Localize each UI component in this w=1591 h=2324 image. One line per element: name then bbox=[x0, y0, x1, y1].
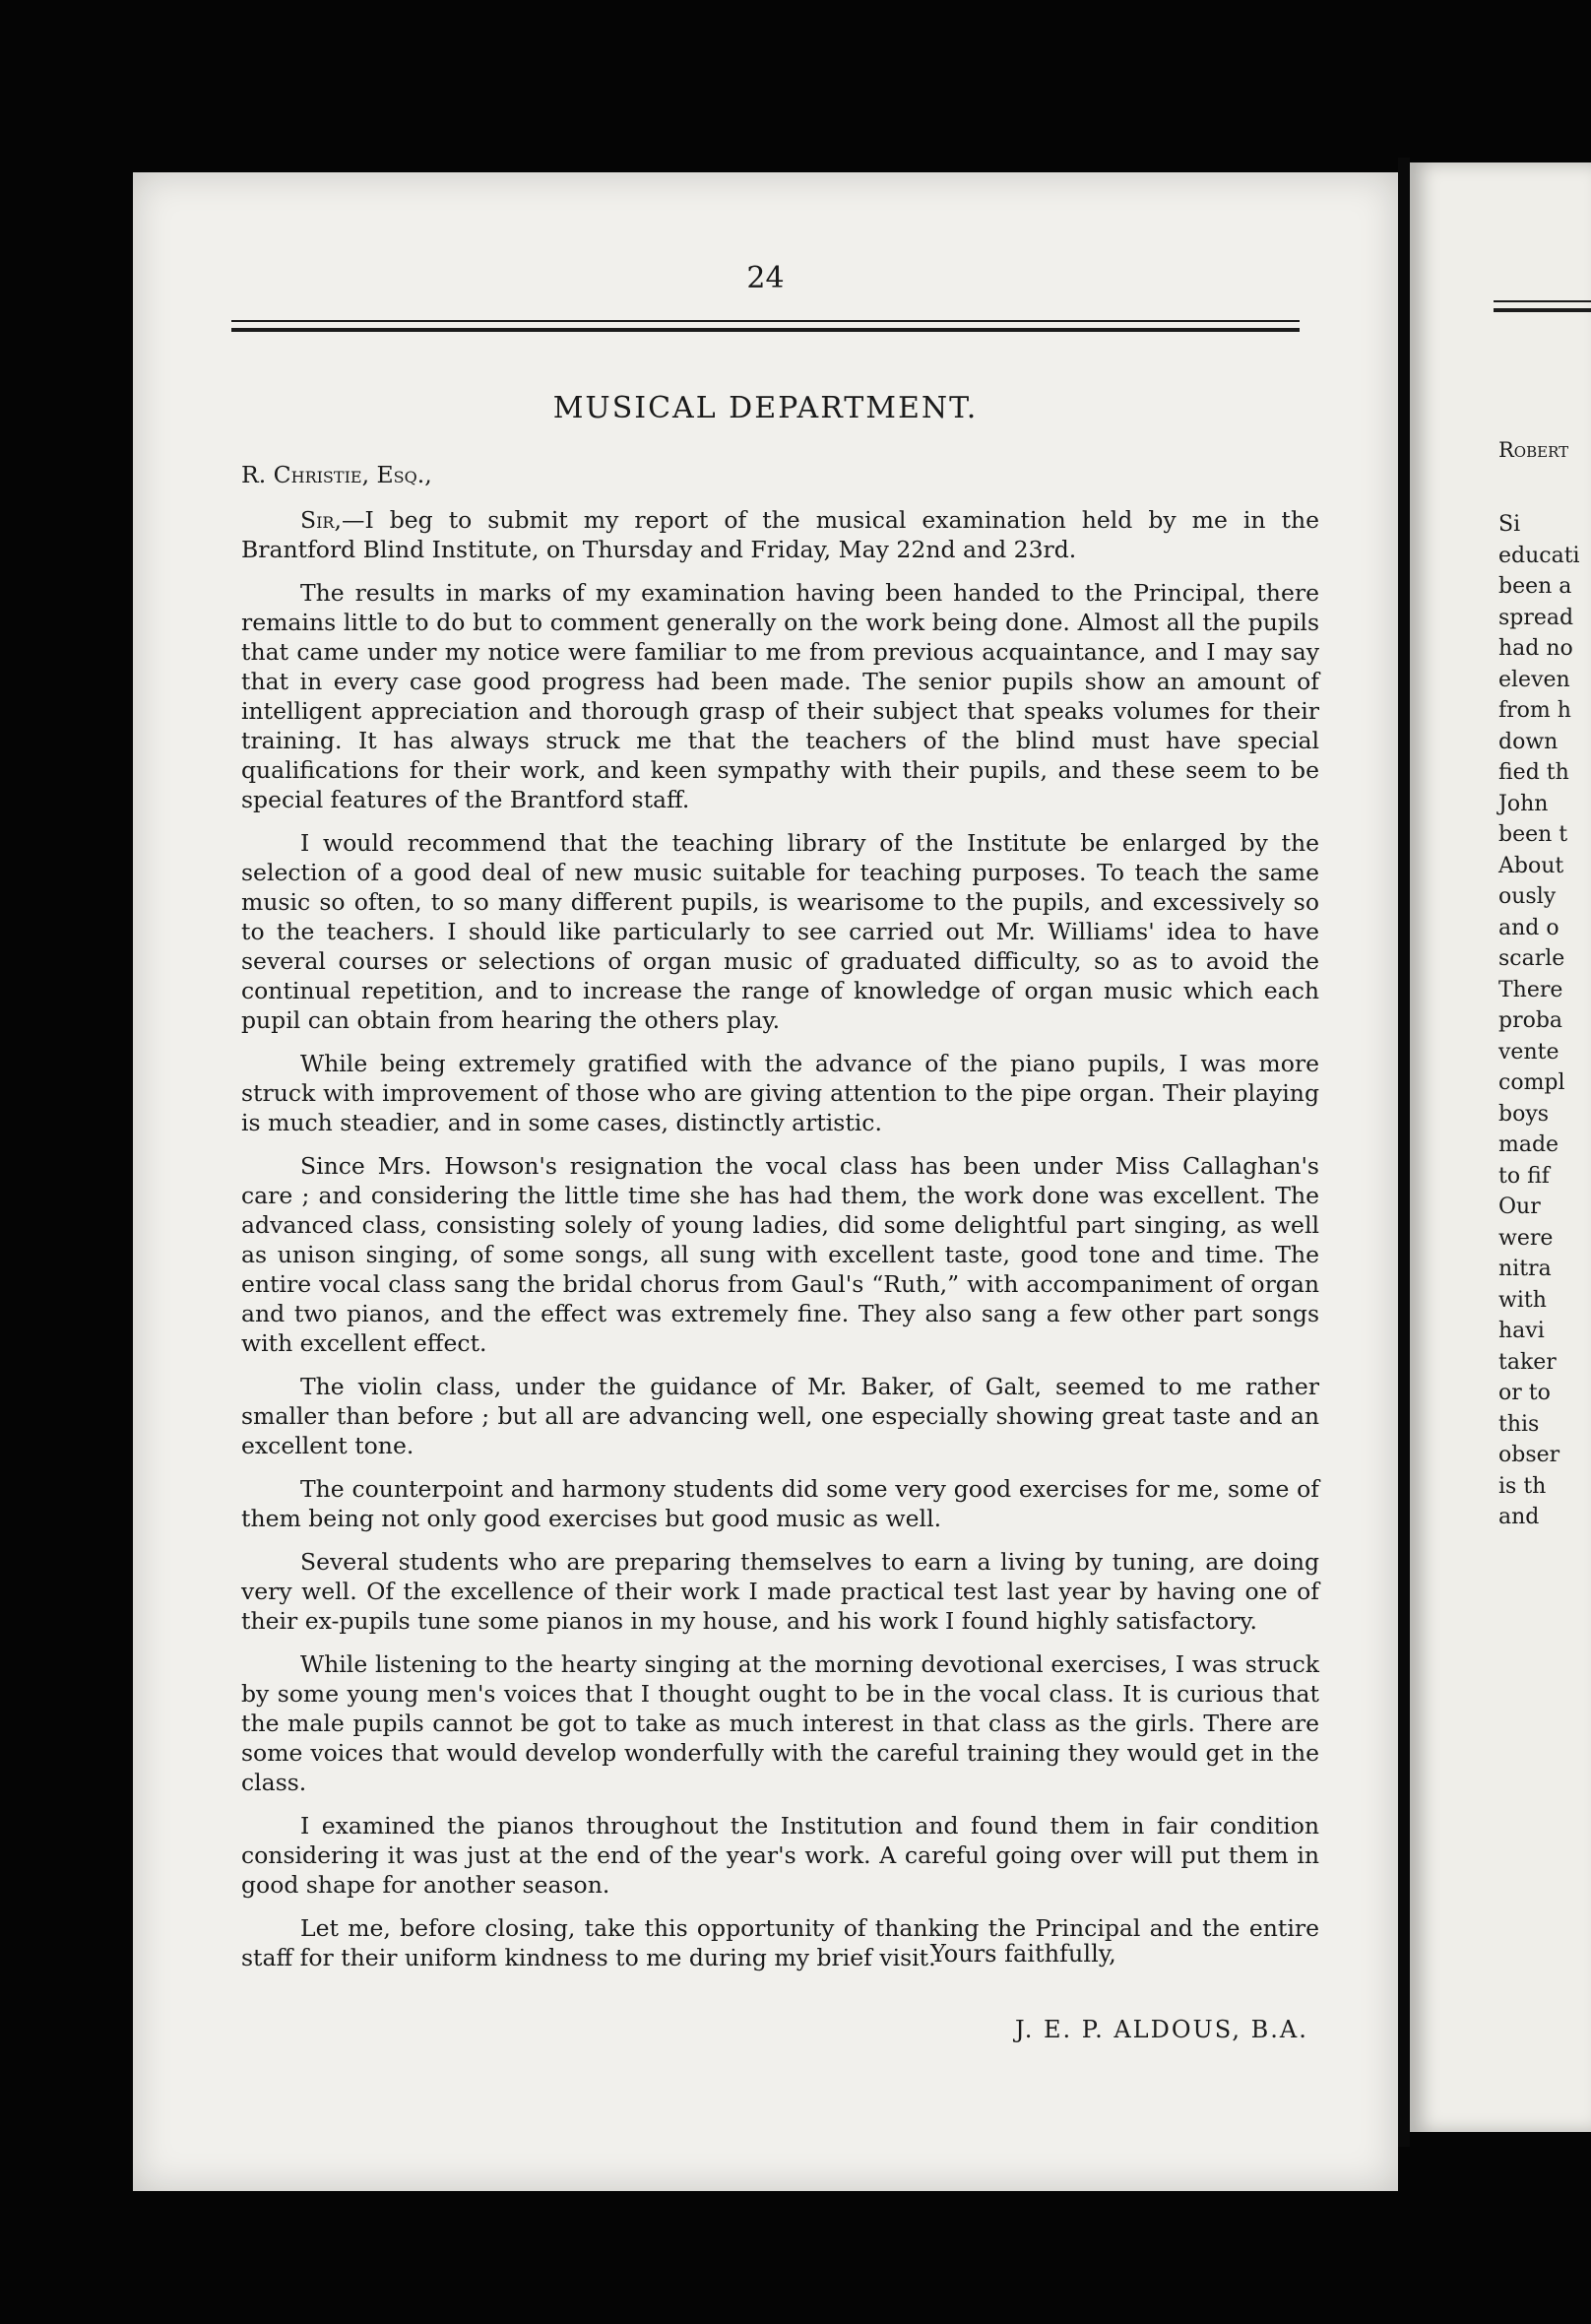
paragraph bbox=[241, 1913, 1319, 1972]
paragraph-text: Since Mrs. Howson's resignation the vocal class has been under Miss Callaghan's care ; and considering the little time she has had them, the work done was excellent. The advanced class, consisting solely of young ladies, did some delightful part singing, as well as unison singing, of some songs, all sung with excellent taste, good tone and time. The entire vocal class sang the bridal chorus from Gaul's “Ruth,” with accompaniment of organ and two pianos, and the effect was extremely fine. They also sang a few other part songs with excellent effect. bbox=[241, 1152, 1319, 1357]
facing-line: had no bbox=[1498, 636, 1573, 661]
closing: Yours faithfully, bbox=[930, 1940, 1116, 1968]
facing-text bbox=[1498, 509, 1580, 1533]
paragraph bbox=[241, 578, 1319, 814]
facing-line: with bbox=[1498, 1287, 1547, 1313]
facing-rule-thin bbox=[1494, 300, 1591, 302]
paragraph bbox=[241, 1547, 1319, 1636]
facing-line: About bbox=[1498, 853, 1564, 878]
facing-line: to fif bbox=[1498, 1163, 1550, 1189]
facing-line: educati bbox=[1498, 543, 1580, 568]
facing-line: or to bbox=[1498, 1381, 1551, 1405]
facing-line: John bbox=[1498, 791, 1549, 816]
paragraph-text: While being extremely gratified with the advance of the piano pupils, I was more struck with improvement of those who are giving attention to the pipe organ. Their playing is much steadier, and in some cases, distinctly artistic. bbox=[241, 1050, 1319, 1136]
facing-line: boys bbox=[1498, 1101, 1550, 1127]
facing-rule-thick bbox=[1494, 308, 1591, 312]
facing-line: vente bbox=[1498, 1039, 1559, 1065]
page-gutter bbox=[1398, 158, 1410, 2147]
facing-line: been a bbox=[1498, 574, 1572, 599]
facing-line: spread bbox=[1498, 605, 1574, 630]
header-rule-thin bbox=[231, 320, 1300, 322]
paragraph bbox=[241, 505, 1319, 564]
facing-line: eleven bbox=[1498, 667, 1570, 692]
document-page bbox=[133, 172, 1398, 2191]
facing-heading: Robert bbox=[1498, 438, 1569, 462]
paragraph-text: —I beg to submit my report of the musical examination held by me in the Brantford Blind Institute, on Thursday and Friday, May 22nd and 23rd. bbox=[241, 506, 1319, 563]
paragraph-text: The results in marks of my examination having been handed to the Principal, there remains little to do but to comment generally on the work being done. Almost all the pupils that came under my notice were familiar to me from previous acquaintance, and I may say that in every case good progress had been made. The senior pupils show an amount of intelligent appreciation and thorough grasp of their subject that speaks volumes for their training. It has always struck me that the teachers of the blind must have special qualifications for their work, and keen sympathy with their pupils, and these seem to be special features of the Brantford staff. bbox=[241, 579, 1319, 813]
signature: J. E. P. ALDOUS, B.A. bbox=[1015, 2016, 1308, 2043]
facing-line: and bbox=[1498, 1505, 1540, 1529]
paragraph-lead: Sir, bbox=[300, 506, 342, 534]
facing-line: made bbox=[1498, 1132, 1559, 1157]
facing-line: There bbox=[1498, 977, 1563, 1002]
facing-line: havi bbox=[1498, 1319, 1545, 1343]
facing-line: from h bbox=[1498, 698, 1571, 723]
paragraph bbox=[241, 1372, 1319, 1460]
facing-line: been t bbox=[1498, 822, 1568, 847]
paragraph-text: I examined the pianos throughout the Institution and found them in fair condition considering it was just at the end of the year's work. A careful going over will put them in good shape for another season. bbox=[241, 1812, 1319, 1899]
facing-line: and o bbox=[1498, 915, 1559, 940]
paragraph bbox=[241, 828, 1319, 1035]
paragraph-text: The counterpoint and harmony students did some very good exercises for me, some of them being not only good exercises but good music as well. bbox=[241, 1475, 1319, 1532]
page-number: 24 bbox=[746, 261, 785, 295]
paragraph-text: Let me, before closing, take this opportunity of thanking the Principal and the entire staff for their uniform kindness to me during my brief visit. bbox=[241, 1914, 1319, 1971]
facing-line: Our bbox=[1498, 1194, 1541, 1219]
paragraph bbox=[241, 1049, 1319, 1137]
facing-line: scarle bbox=[1498, 946, 1565, 971]
paragraph-text: While listening to the hearty singing at the morning devotional exercises, I was struck by some young men's voices that I thought ought to be in the vocal class. It is curious that the male pupils cannot be got to take as much interest in that class as the girls. There are some voices that would develop wonderfully with the careful training they would get in the class. bbox=[241, 1650, 1319, 1796]
facing-line: down bbox=[1498, 729, 1559, 754]
paragraph-text: Several students who are preparing themselves to earn a living by tuning, are doing very well. Of the excellence of their work I made practical test last year by having one of their ex-pupils tune some pianos in my house, and his work I found highly satisfactory. bbox=[241, 1548, 1319, 1635]
paragraph bbox=[241, 1151, 1319, 1358]
paragraph-list bbox=[241, 505, 1319, 1972]
paragraph-text: I would recommend that the teaching library of the Institute be enlarged by the selection of a good deal of new music suitable for teaching purposes. To teach the same music so often, to so many different pupils, is wearisome to the pupils, and excessively so to the teachers. I should like particularly to see carried out Mr. Williams' idea to have several courses or selections of organ music of graduated difficulty, so as to avoid the continual repetition, and to increase the range of knowledge of organ music which each pupil can obtain from hearing the others play. bbox=[241, 829, 1319, 1034]
facing-line: Si bbox=[1498, 512, 1521, 537]
header-rule-thick bbox=[231, 328, 1300, 332]
paragraph-text: The violin class, under the guidance of Mr. Baker, of Galt, seemed to me rather smaller than before ; but all are advancing well, one especially showing great taste and an excellent tone. bbox=[241, 1373, 1319, 1459]
facing-line: proba bbox=[1498, 1008, 1563, 1033]
facing-line: were bbox=[1498, 1225, 1554, 1251]
facing-line: nitra bbox=[1498, 1257, 1552, 1281]
report-body bbox=[241, 460, 1319, 1986]
paragraph bbox=[241, 1649, 1319, 1797]
facing-line: is th bbox=[1498, 1473, 1547, 1499]
paragraph bbox=[241, 1474, 1319, 1533]
facing-line: obser bbox=[1498, 1443, 1560, 1467]
facing-line: ously bbox=[1498, 884, 1557, 909]
facing-line: taker bbox=[1498, 1349, 1557, 1375]
facing-line: this bbox=[1498, 1411, 1540, 1437]
facing-line: fied th bbox=[1498, 760, 1569, 785]
salutation: R. Christie, Esq., bbox=[241, 461, 432, 488]
facing-page bbox=[1410, 162, 1591, 2132]
facing-line: compl bbox=[1498, 1070, 1565, 1095]
section-heading: MUSICAL DEPARTMENT. bbox=[552, 391, 979, 425]
paragraph bbox=[241, 1811, 1319, 1900]
